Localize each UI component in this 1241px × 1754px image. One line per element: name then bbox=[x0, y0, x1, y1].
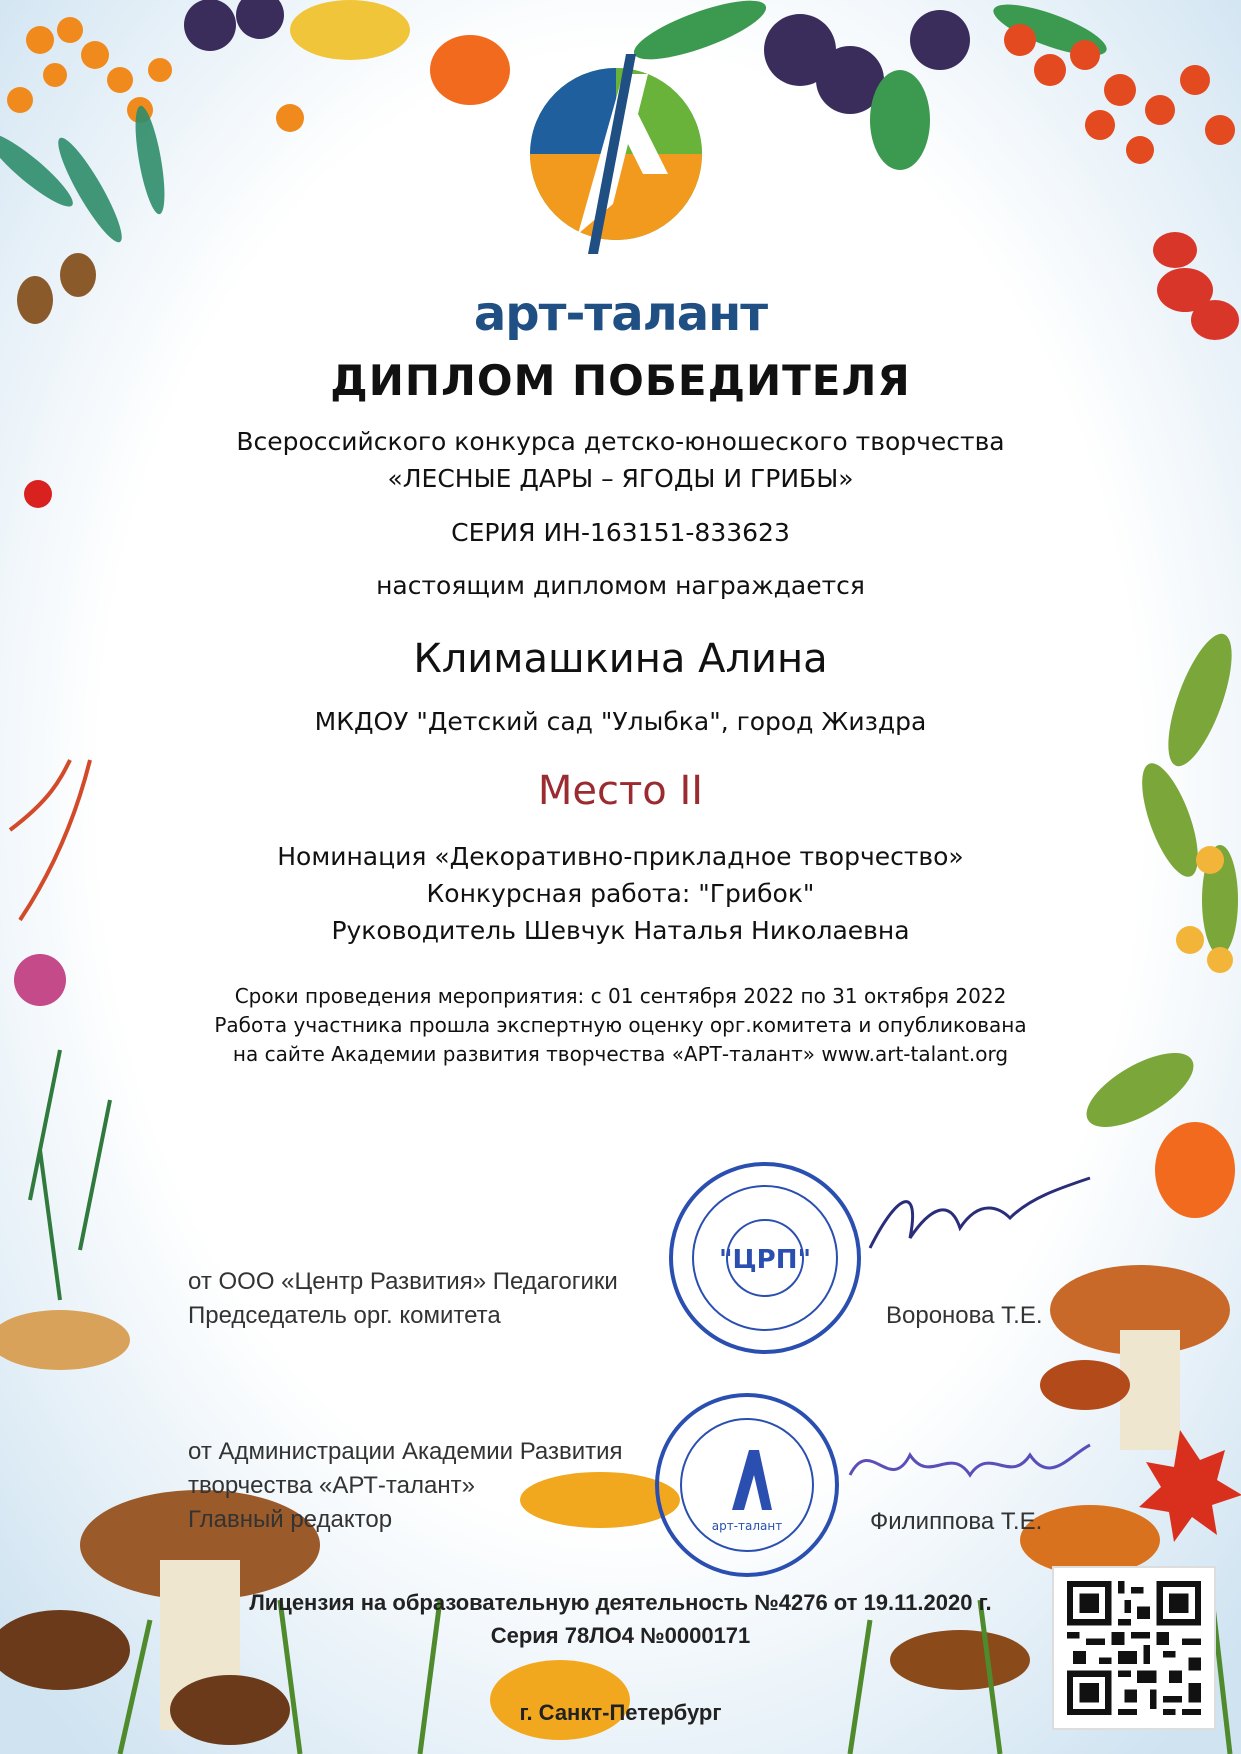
yellow-leaf-top bbox=[290, 0, 410, 60]
physalis-top bbox=[430, 35, 510, 105]
signatory-1-line-1: от ООО «Центр Развития» Педагогики bbox=[188, 1268, 618, 1295]
city: г. Санкт-Петербург bbox=[519, 1700, 722, 1725]
awarded-text: настоящим дипломом награждается bbox=[376, 571, 865, 600]
physalis-right bbox=[1155, 1122, 1235, 1218]
place: Место II bbox=[537, 768, 704, 814]
diploma-title: ДИПЛОМ ПОБЕДИТЕЛЯ bbox=[330, 356, 911, 405]
signatory-1-name: Воронова Т.Е. bbox=[886, 1302, 1043, 1329]
signatory-1-line-2: Председатель орг. комитета bbox=[188, 1302, 501, 1329]
recipient-name: Климашкина Алина bbox=[413, 636, 828, 682]
review-line-1: Работа участника прошла экспертную оценку орг.комитета и опубликована bbox=[214, 1013, 1027, 1037]
art-talant-logo bbox=[518, 54, 714, 264]
signatory-2-line-2: творчества «АРТ-талант» bbox=[188, 1472, 475, 1499]
license-line: Лицензия на образовательную деятельность №4276 от 19.11.2020 г. bbox=[249, 1590, 992, 1615]
brand-wordmark: арт-талант bbox=[473, 286, 768, 342]
event-dates: Сроки проведения мероприятия: с 01 сентября 2022 по 31 октября 2022 bbox=[234, 984, 1007, 1008]
signatory-2-line-3: Главный редактор bbox=[188, 1506, 393, 1533]
series-number: СЕРИЯ ИН-163151-833623 bbox=[451, 518, 790, 547]
qr-code-icon[interactable] bbox=[1052, 1566, 1216, 1730]
stamp-1-center-text: "ЦРП" bbox=[718, 1245, 812, 1275]
organization: МКДОУ "Детский сад "Улыбка", город Жиздра bbox=[314, 707, 927, 736]
review-line-2: на сайте Академии развития творчества «АРТ-талант» www.art-talant.org bbox=[232, 1042, 1009, 1066]
leader: Руководитель Шевчук Наталья Николаевна bbox=[331, 916, 910, 945]
contest-line-2: «ЛЕСНЫЕ ДАРЫ – ЯГОДЫ И ГРИБЫ» bbox=[387, 464, 854, 493]
nomination: Номинация «Декоративно-прикладное творчество» bbox=[277, 842, 964, 871]
license-series: Серия 78ЛО4 №0000171 bbox=[490, 1623, 751, 1648]
signatory-2-name: Филиппова Т.Е. bbox=[870, 1508, 1043, 1535]
art-talant-stamp bbox=[652, 1390, 842, 1580]
signature-voronova bbox=[860, 1168, 1100, 1278]
contest-line-1: Всероссийского конкурса детско-юношеского творчества bbox=[236, 427, 1005, 456]
crp-stamp bbox=[665, 1158, 865, 1358]
signature-filippova bbox=[840, 1415, 1100, 1515]
stamp-2-center-text: арт-талант bbox=[711, 1519, 783, 1533]
signatory-2-line-1: от Администрации Академии Развития bbox=[188, 1438, 623, 1465]
contest-work: Конкурсная работа: "Грибок" bbox=[426, 879, 815, 908]
